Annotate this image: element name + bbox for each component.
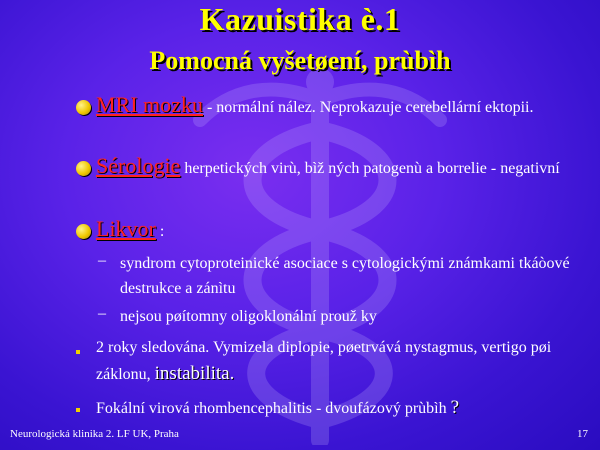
item-text: herpetických virù, bìž ných patogenù a borrelie - negativní <box>180 160 560 177</box>
small-bullet-icon <box>76 350 80 354</box>
item-text: : <box>155 223 165 240</box>
list-item-likvor <box>96 216 566 245</box>
footer-institution: Neurologická klinika 2. LF UK, Praha <box>10 428 179 440</box>
list-item-followup <box>96 335 566 388</box>
slide-subtitle: Pomocná vyšetøení, prùbìh <box>149 46 451 75</box>
bullet-icon <box>76 100 91 115</box>
sub-item: nejsou pøítomny oligoklonální prouž ky <box>120 308 377 325</box>
list-item-mri <box>96 92 566 121</box>
dash-icon: – <box>98 252 106 269</box>
keyword-mri: MRI mozku <box>96 92 203 117</box>
item-emph: ? <box>450 397 460 418</box>
small-bullet-icon <box>76 408 80 412</box>
item-text: Fokální virová rhombencephalitis - dvoufázový prùbìh <box>96 400 451 417</box>
item-text: - normální nález. Neprokazuje cerebellární ektopii. <box>202 99 534 116</box>
bullet-icon <box>76 161 91 176</box>
bullet-icon <box>76 224 91 239</box>
dash-icon: – <box>98 305 106 322</box>
slide-title: Kazuistika è.1 <box>199 1 401 37</box>
item-text: 2 roky sledována. Vymizela diplopie, pøetrvává nystagmus, vertigo pøi záklonu, <box>96 339 552 383</box>
keyword-likvor: Likvor <box>96 216 156 241</box>
keyword-serologie: Sérologie <box>96 153 181 178</box>
list-item-conclusion <box>96 395 566 422</box>
sub-item: syndrom cytoproteinické asociace s cytologickými známkami tkáòové destrukce a zánìtu <box>120 255 570 297</box>
item-emph: instabilita. <box>154 363 235 384</box>
list-item-serologie <box>96 153 566 182</box>
slide-number: 17 <box>577 428 588 440</box>
